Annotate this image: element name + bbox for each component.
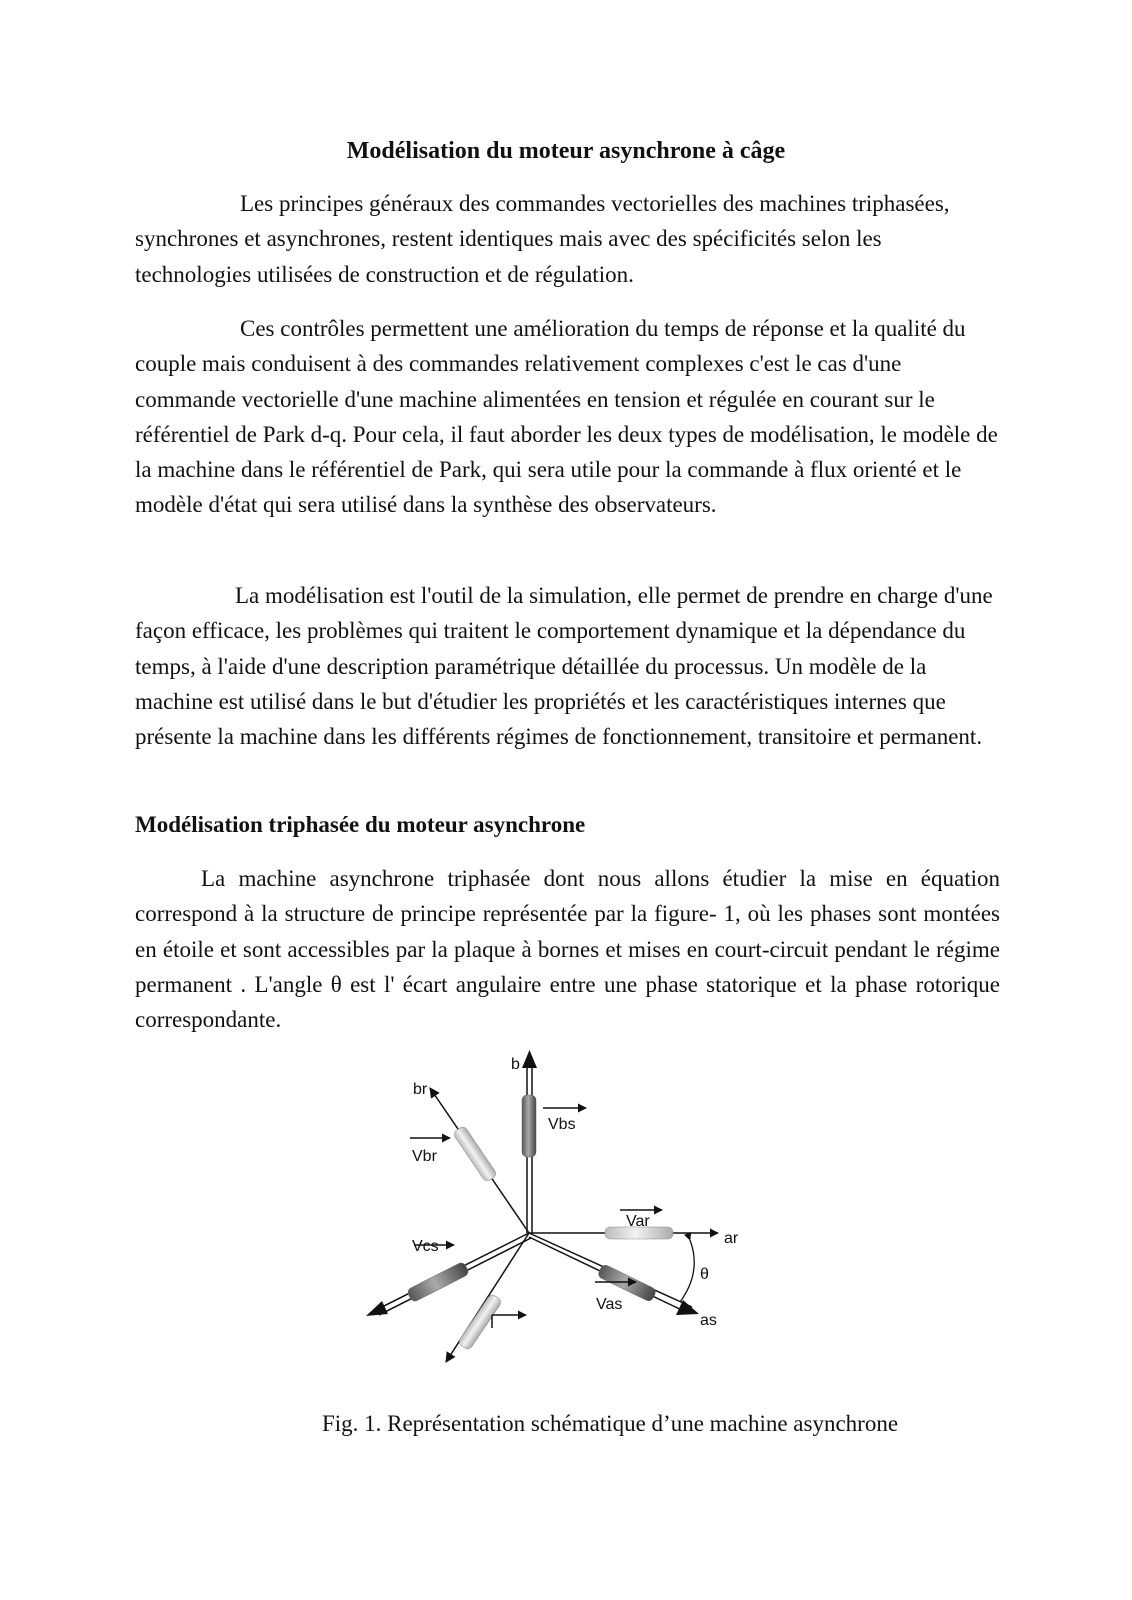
figure-caption: Fig. 1. Représentation schématique d’une machine asynchrone xyxy=(321,1411,899,1436)
coil-cs xyxy=(406,1261,469,1303)
label-vbs: Vbs xyxy=(548,1115,576,1133)
theta-arc xyxy=(680,1240,694,1302)
paragraph-modeling: La modélisation est l'outil de la simulation, elle permet de prendre en charge d'une façon efficace, les problèmes qui traitent le comportement dynamique et la dépendance du temps, à l'aide d'une description paramétrique détaillée du processus. Un modèle de la machine est utilisé dans le but d'étudier les propriétés et les caractéristiques internes que présente la machine dans les différents régimes de fonctionnement, transitoire et permanent. xyxy=(135,583,993,750)
paragraph-three-phase: La machine asynchrone triphasée dont nous allons étudier la mise en équation correspond à la structure de principe représentée par la figure- 1, où les phases sont montées en étoile et sont accessibles par la plaque à bornes et mises en court-circuit pendant le régime permanent . L'angle θ est l' écart angulaire entre une phase statorique et la phase rotorique correspondante. xyxy=(135,866,1000,1033)
paragraph-controls: Ces contrôles permettent une amélioration du temps de réponse et la qualité du couple mais conduisent à des commandes relativement complexes c'est le cas d'une commande vectorielle d'une machine alimentées en tension et régulée en courant sur le référentiel de Park d-q. Pour cela, il faut aborder les deux types de modélisation, le modèle de la machine dans le référentiel de Park, qui sera utile pour la commande à flux orienté et le modèle d'état qui sera utilisé dans la synthèse des observateurs. xyxy=(135,316,998,518)
label-br: br xyxy=(413,1080,428,1098)
label-as: as xyxy=(700,1311,717,1329)
paragraph-intro: Les principes généraux des commandes vectorielles des machines triphasées, synchrones et asynchrones, restent identiques mais avec des spécificités selon les technologies utilisées de construction et de régulation. xyxy=(135,191,950,287)
coil-br xyxy=(452,1125,497,1183)
label-vcs: Vcs xyxy=(412,1237,439,1255)
section-heading: Modélisation triphasée du moteur asynchrone xyxy=(135,812,586,837)
axis-cr xyxy=(446,1233,529,1362)
machine-schematic-diagram xyxy=(350,1050,800,1405)
label-ar: ar xyxy=(724,1229,739,1247)
label-theta: θ xyxy=(700,1265,709,1283)
coil-cr xyxy=(457,1293,502,1351)
label-vbr: Vbr xyxy=(412,1147,437,1165)
label-var: Var xyxy=(626,1212,650,1230)
machine-schematic-figure xyxy=(350,1050,800,1405)
label-vas: Vas xyxy=(596,1295,623,1313)
label-b: b xyxy=(511,1055,520,1073)
coil-bs xyxy=(522,1095,536,1157)
page-title: Modélisation du moteur asynchrone à câge xyxy=(346,138,786,164)
vcr-arrow xyxy=(492,1315,526,1328)
